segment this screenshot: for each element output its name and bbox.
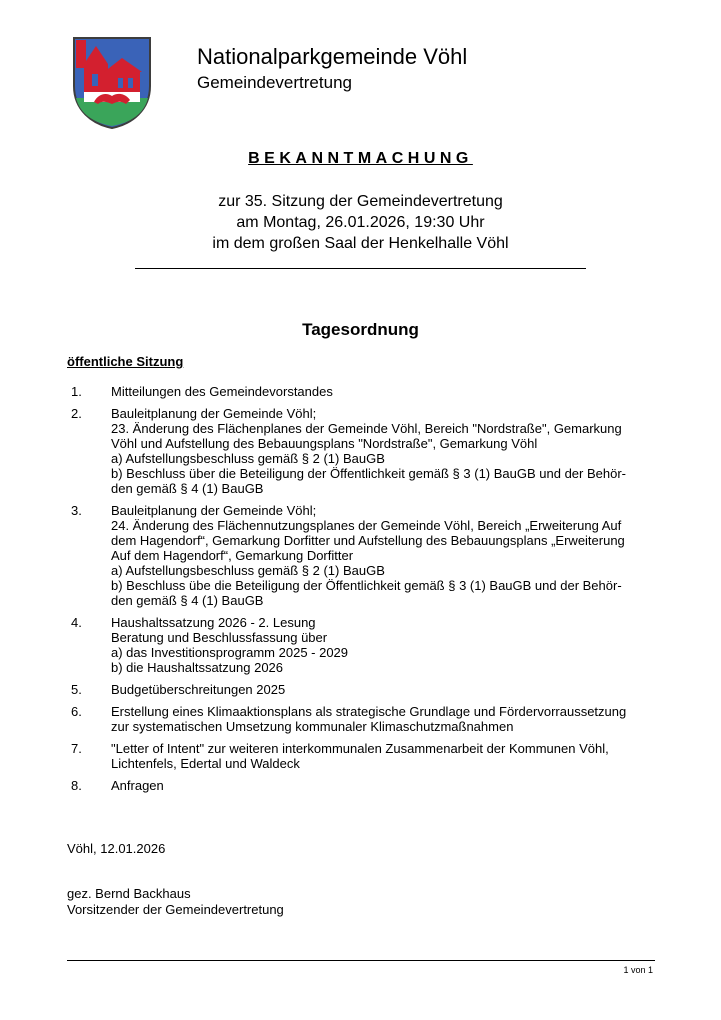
agenda-item-number: 8.: [71, 778, 82, 793]
agenda-item-line: b) die Haushaltssatzung 2026: [111, 660, 284, 675]
agenda-item-number: 7.: [71, 741, 82, 756]
header-divider: [135, 268, 586, 269]
agenda-item-text: [111, 778, 657, 793]
council-subtitle: Gemeindevertretung: [197, 73, 352, 92]
agenda-item: [67, 704, 657, 734]
agenda-item-line: Erstellung eines Klimaaktionsplans als strategische Grundlage und Fördervorraussetzung: [111, 704, 627, 719]
agenda-item-line: den gemäß § 4 (1) BauGB: [111, 593, 264, 608]
signature-block: [67, 886, 284, 918]
session-date-line: am Montag, 26.01.2026, 19:30 Uhr: [236, 214, 485, 231]
agenda-item-line: Bauleitplanung der Gemeinde Vöhl;: [111, 503, 317, 518]
agenda-item: [67, 778, 657, 793]
agenda-item-text: [111, 704, 657, 734]
footer-divider: [67, 960, 655, 961]
agenda-item-line: a) Aufstellungsbeschluss gemäß § 2 (1) BauGB: [111, 451, 385, 466]
agenda-item: [67, 682, 657, 697]
municipality-title: Nationalparkgemeinde Vöhl: [197, 44, 468, 69]
agenda-item-line: zur systematischen Umsetzung kommunaler Klimaschutzmaßnahmen: [111, 719, 514, 734]
agenda-item-line: b) Beschluss übe die Beteiligung der Öffentlichkeit gemäß § 3 (1) BauGB und der Behör-: [111, 578, 622, 593]
agenda-item-line: "Letter of Intent" zur weiteren interkommunalen Zusammenarbeit der Kommunen Vöhl,: [111, 741, 609, 756]
agenda-item-line: Beratung und Beschlussfassung über: [111, 630, 328, 645]
agenda-item-line: Lichtenfels, Edertal und Waldeck: [111, 756, 300, 771]
agenda-list: [67, 384, 657, 800]
agenda-item-text: [111, 741, 657, 771]
agenda-item-line: Vöhl und Aufstellung des Bebauungsplans "Nordstraße", Gemarkung Vöhl: [111, 436, 538, 451]
agenda-title: Tagesordnung: [302, 320, 419, 339]
agenda-item-text: [111, 503, 657, 608]
page-number: 1 von 1: [623, 965, 653, 975]
signature-role: Vorsitzender der Gemeindevertretung: [67, 902, 284, 917]
agenda-item-number: 6.: [71, 704, 82, 719]
agenda-item-line: den gemäß § 4 (1) BauGB: [111, 481, 264, 496]
agenda-item-line: b) Beschluss über die Beteiligung der Öffentlichkeit gemäß § 3 (1) BauGB und der Behör-: [111, 466, 626, 481]
agenda-item: [67, 615, 657, 675]
agenda-item-line: a) das Investitionsprogramm 2025 - 2029: [111, 645, 349, 660]
agenda-item-number: 3.: [71, 503, 82, 518]
session-number-line: zur 35. Sitzung der Gemeindevertretung: [218, 193, 503, 210]
agenda-item-text: [111, 406, 657, 496]
agenda-item-text: [111, 682, 657, 697]
agenda-item-line: Mitteilungen des Gemeindevorstandes: [111, 384, 333, 399]
agenda-item: [67, 406, 657, 496]
agenda-item-text: [111, 615, 657, 675]
agenda-item-line: 24. Änderung des Flächennutzungsplanes der Gemeinde Vöhl, Bereich „Erweiterung Auf: [111, 518, 622, 533]
agenda-item-number: 1.: [71, 384, 82, 399]
agenda-item: [67, 503, 657, 608]
session-info: [0, 191, 721, 254]
agenda-item-number: 2.: [71, 406, 82, 421]
agenda-item-line: a) Aufstellungsbeschluss gemäß § 2 (1) BauGB: [111, 563, 385, 578]
section-heading: öffentliche Sitzung: [67, 354, 184, 369]
agenda-item-text: [111, 384, 657, 399]
agenda-item-line: Bauleitplanung der Gemeinde Vöhl;: [111, 406, 317, 421]
announcement-heading: BEKANNTMACHUNG: [248, 150, 473, 167]
signature-name: gez. Bernd Backhaus: [67, 886, 191, 901]
session-venue-line: im dem großen Saal der Henkelhalle Vöhl: [212, 235, 509, 252]
place-date: Vöhl, 12.01.2026: [67, 841, 166, 856]
agenda-item-number: 4.: [71, 615, 82, 630]
agenda-item-line: Anfragen: [111, 778, 164, 793]
agenda-item: [67, 741, 657, 771]
agenda-item-line: Budgetüberschreitungen 2025: [111, 682, 286, 697]
agenda-item-line: dem Hagendorf“, Gemarkung Dorfitter und Aufstellung des Bebauungsplans „Erweiterung: [111, 533, 625, 548]
agenda-item-line: Auf dem Hagendorf“, Gemarkung Dorfitter: [111, 548, 354, 563]
agenda-item: [67, 384, 657, 399]
agenda-item-line: Haushaltssatzung 2026 - 2. Lesung: [111, 615, 316, 630]
agenda-item-line: 23. Änderung des Flächenplanes der Gemeinde Vöhl, Bereich "Nordstraße", Gemarkung: [111, 421, 622, 436]
agenda-item-number: 5.: [71, 682, 82, 697]
coat-of-arms-icon: [70, 34, 154, 130]
